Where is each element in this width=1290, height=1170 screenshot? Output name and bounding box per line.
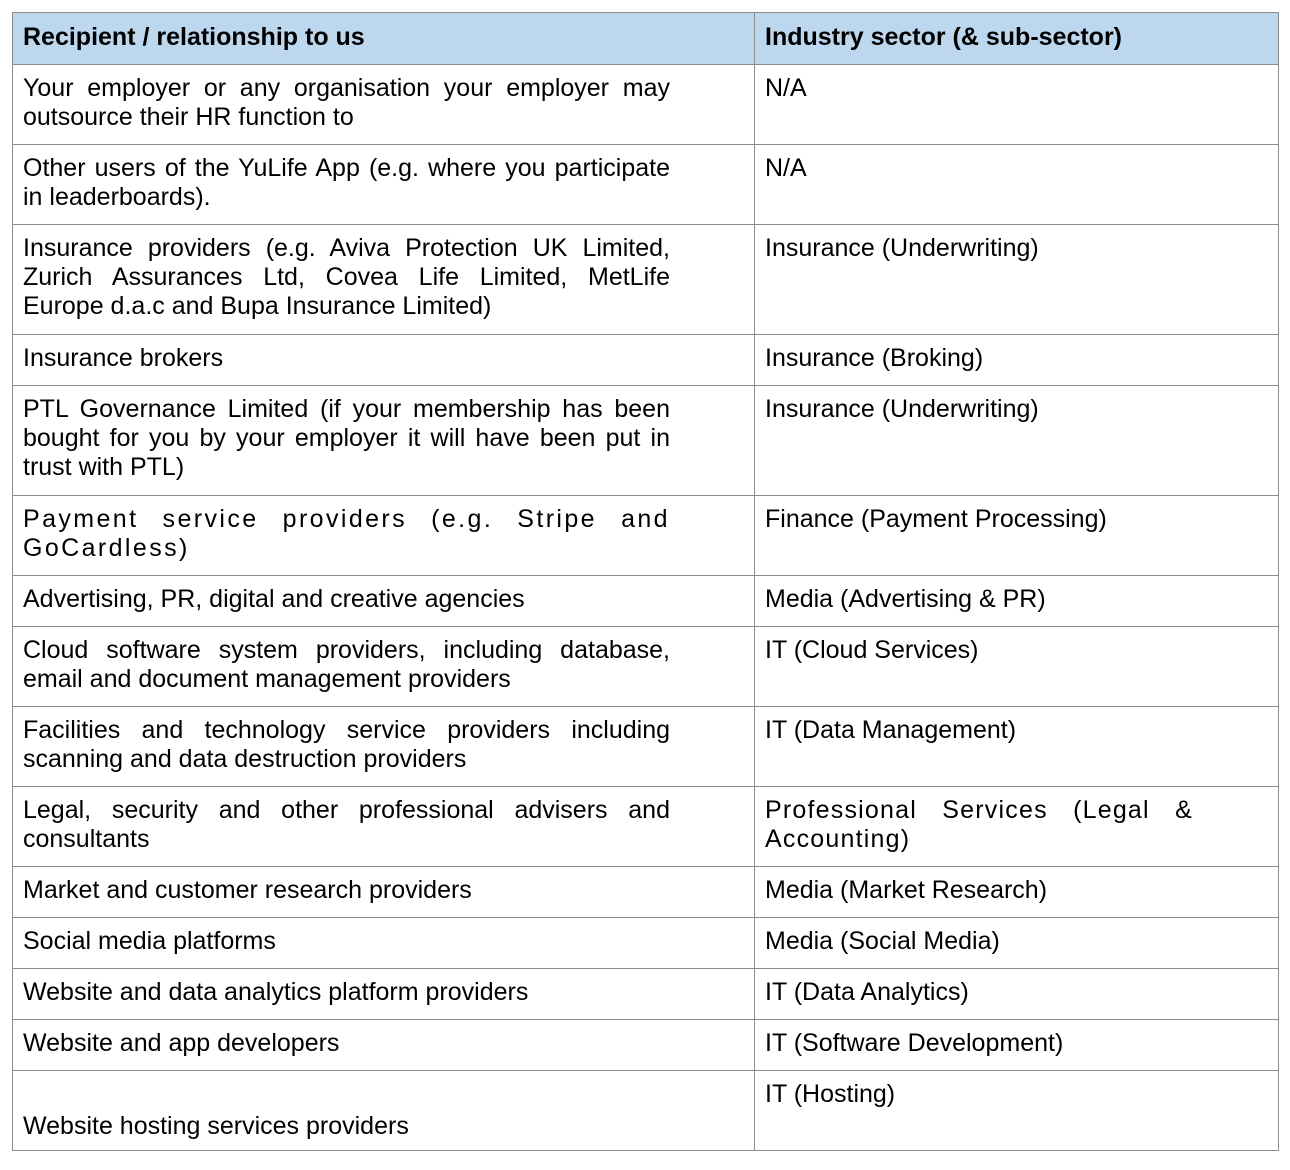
sector-cell: N/A [755, 145, 1279, 225]
sector-cell: Media (Market Research) [755, 867, 1279, 918]
table-header-row [13, 13, 1279, 65]
table-row [13, 496, 1279, 576]
recipient-cell: Facilities and technology service providers including scanning and data destruction providers [13, 707, 755, 787]
recipient-cell: Advertising, PR, digital and creative agencies [13, 576, 755, 627]
table-row [13, 225, 1279, 335]
recipients-table [12, 12, 1279, 1151]
table-row [13, 969, 1279, 1020]
recipient-cell: Legal, security and other professional advisers and consultants [13, 787, 755, 867]
table-row [13, 918, 1279, 969]
recipient-cell: Insurance brokers [13, 335, 755, 386]
column-header-recipient: Recipient / relationship to us [13, 13, 755, 65]
table-row [13, 335, 1279, 386]
sector-cell: Media (Advertising & PR) [755, 576, 1279, 627]
recipient-cell: Social media platforms [13, 918, 755, 969]
recipient-cell: Insurance providers (e.g. Aviva Protection UK Limited, Zurich Assurances Ltd, Covea Life Limited, MetLife Europe d.a.c and Bupa Insurance Limited) [13, 225, 755, 335]
sector-cell: Insurance (Underwriting) [755, 225, 1279, 335]
sector-cell: IT (Hosting) [755, 1071, 1279, 1151]
recipient-cell: Website and data analytics platform providers [13, 969, 755, 1020]
recipient-cell: Website hosting services providers [13, 1071, 755, 1151]
table-row [13, 707, 1279, 787]
sector-cell: IT (Software Development) [755, 1020, 1279, 1071]
recipient-cell: Cloud software system providers, including database, email and document management providers [13, 627, 755, 707]
table-row [13, 65, 1279, 145]
table-row [13, 1071, 1279, 1151]
recipient-cell: PTL Governance Limited (if your membership has been bought for you by your employer it will have been put in trust with PTL) [13, 386, 755, 496]
sector-cell: Finance (Payment Processing) [755, 496, 1279, 576]
sector-cell: Media (Social Media) [755, 918, 1279, 969]
table-row [13, 867, 1279, 918]
recipient-cell: Website and app developers [13, 1020, 755, 1071]
recipient-cell: Market and customer research providers [13, 867, 755, 918]
column-header-sector: Industry sector (& sub-sector) [755, 13, 1279, 65]
sector-cell: Insurance (Underwriting) [755, 386, 1279, 496]
table-row [13, 787, 1279, 867]
sector-cell: IT (Data Management) [755, 707, 1279, 787]
table-row [13, 145, 1279, 225]
sector-cell: IT (Cloud Services) [755, 627, 1279, 707]
recipient-cell: Other users of the YuLife App (e.g. where you participate in leaderboards). [13, 145, 755, 225]
sector-cell: Professional Services (Legal & Accounting) [755, 787, 1279, 867]
table-row [13, 627, 1279, 707]
sector-cell: Insurance (Broking) [755, 335, 1279, 386]
sector-cell: IT (Data Analytics) [755, 969, 1279, 1020]
recipient-cell: Payment service providers (e.g. Stripe and GoCardless) [13, 496, 755, 576]
table-row [13, 576, 1279, 627]
table-row [13, 1020, 1279, 1071]
sector-cell: N/A [755, 65, 1279, 145]
table-row [13, 386, 1279, 496]
recipient-cell: Your employer or any organisation your employer may outsource their HR function to [13, 65, 755, 145]
